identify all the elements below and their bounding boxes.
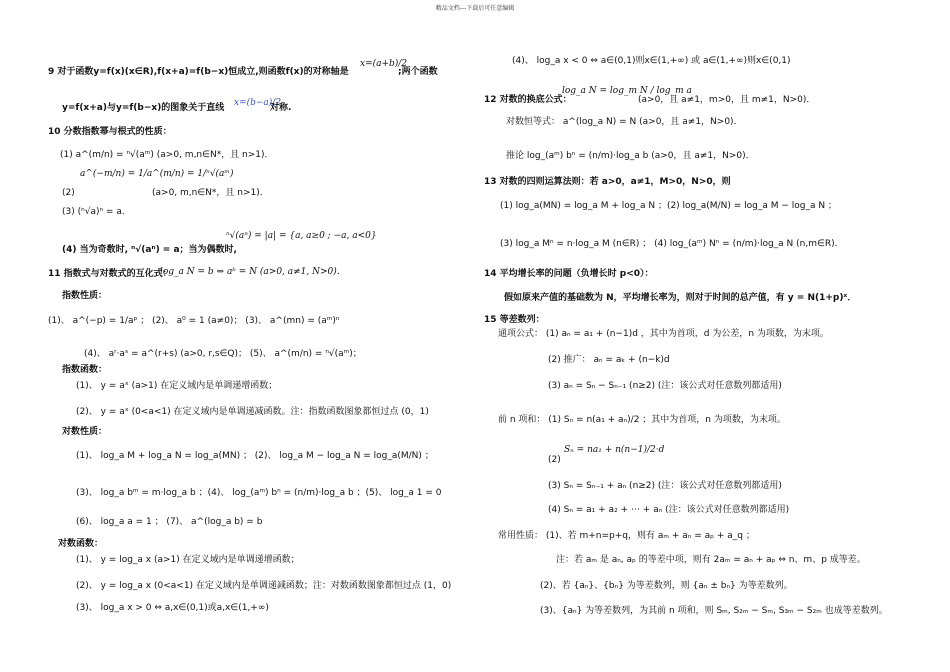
right-text-line-r24: (3)、{aₙ} 为等差数列，为其前 n 项和，则 Sₘ, S₂ₘ − Sₘ, S₃ₘ − S₂ₘ 也成等差数列。 bbox=[540, 606, 888, 616]
right-text-line-r17: Sₙ = na₁ + n(n−1)/2·d bbox=[564, 445, 665, 455]
left-text-line-l19: (4)、 aʳ·aˢ = a^(r+s) (a>0, r,s∈Q)； (5)、 a^(m/n) = ⁿ√(aᵐ)； bbox=[84, 349, 362, 359]
right-text-line-r16: 前 n 项和： (1) Sₙ = n(a₁ + aₙ)/2 ；其中为首项，n 为项数，为末项。 bbox=[498, 415, 786, 425]
right-text-line-r8: (1) log_a(MN) = log_a M + log_a N ；(2) log_a(M/N) = log_a M − log_a N ； bbox=[500, 201, 837, 211]
left-text-line-l9: a^(−m/n) = 1/a^(m/n) = 1/ⁿ√(aᵐ) bbox=[80, 169, 234, 179]
left-text-line-l28: (1)、 y = log_a x (a>1) 在定义域内是单调递增函数； bbox=[76, 555, 300, 565]
left-text-line-l12: (3) (ⁿ√a)ⁿ = a． bbox=[62, 207, 131, 217]
left-text-line-l11: (a>0, m,n∈N*，且 n>1)． bbox=[152, 188, 269, 198]
left-text-line-l25: (3)、 log_a bᵐ = m·log_a b ；(4)、 log_(aᵐ) bⁿ = (n/m)·log_a b ；(5)、 log_a 1 = 0 bbox=[76, 488, 442, 498]
left-text-line-l4: y=f(x+a)与y=f(b−x)的图象关于直线 bbox=[62, 103, 225, 113]
left-text-line-l21: (1)、 y = aˣ (a>1) 在定义域内是单调递增函数； bbox=[76, 381, 278, 391]
left-text-line-l26: (6)、 log_a a = 1 ； (7)、 a^(log_a b) = b bbox=[76, 517, 263, 527]
right-text-line-r1: (4)、 log_a x < 0 ⇔ a∈(0,1)则x∈(1,+∞) 或 a∈(1,+∞)则x∈(0,1) bbox=[512, 56, 791, 66]
left-text-line-l27: 对数函数： bbox=[58, 539, 104, 549]
right-text-line-r20: (4) Sₙ = a₁ + a₂ + ⋯ + aₙ (注：该公式对任意数列都适用) bbox=[548, 505, 790, 515]
left-text-line-l22: (2)、 y = aˣ (0<a<1) 在定义域内是单调递减函数。注：指数函数图象都恒过点 (0，1) bbox=[76, 407, 429, 417]
right-text-line-r23: (2)、若 {aₙ}、{bₙ} 为等差数列，则 {aₙ ± bₙ} 为等差数列。 bbox=[540, 581, 793, 591]
left-text-line-l17: 指数性质： bbox=[62, 291, 108, 301]
left-text-line-l20: 指数函数： bbox=[62, 365, 108, 375]
left-text-line-l23: 对数性质： bbox=[62, 427, 108, 437]
right-text-line-r13: 通项公式： (1) aₙ = a₁ + (n−1)d ，其中为首项，d 为公差，n 为项数，为末项。 bbox=[498, 329, 829, 339]
left-text-line-l10: (2) bbox=[62, 188, 75, 198]
left-text-line-l1: 9 对于函数y=f(x)(x∈R),f(x+a)=f(b−x)恒成立,则函数f(x)的对称轴是 bbox=[48, 67, 349, 77]
right-text-line-r7: 13 对数的四则运算法则：若 a>0，a≠1，M>0，N>0，则 bbox=[484, 177, 731, 187]
right-text-line-r5: 对数恒等式： a^(log_a N) = N (a>0，且 a≠1，N>0)． bbox=[506, 117, 743, 127]
right-text-line-r9: (3) log_a Mⁿ = n·log_a M (n∈R) ； (4) log_(aᵐ) Nⁿ = (n/m)·log_a N (n,m∈R)． bbox=[500, 239, 844, 249]
left-text-line-l30: (3)、 log_a x > 0 ⇔ a,x∈(0,1)或a,x∈(1,+∞) bbox=[76, 603, 269, 613]
right-text-line-r15: (3) aₙ = Sₙ − Sₙ₋₁ (n≥2) (注：该公式对任意数列都适用) bbox=[548, 381, 782, 391]
right-text-line-r21: 常用性质： (1)、若 m+n=p+q，则有 aₘ + aₙ = aₚ + a_q ； bbox=[498, 531, 755, 541]
left-text-line-l3: ;两个函数 bbox=[398, 67, 438, 77]
right-text-line-r12: 15 等差数列： bbox=[484, 315, 545, 325]
right-text-line-r19: (3) Sₙ = Sₙ₋₁ + aₙ (n≥2) (注：该公式对任意数列都适用) bbox=[548, 481, 782, 491]
right-text-line-r6: 推论 log_(aᵐ) bⁿ = (n/m)·log_a b (a>0，且 a≠1，N>0)． bbox=[506, 151, 755, 161]
left-text-line-l2: x=(a+b)/2 bbox=[360, 59, 408, 69]
right-text-line-r14: (2) 推广： aₙ = aₖ + (n−k)d bbox=[548, 355, 670, 365]
right-text-line-r2: log_a N = log_m N / log_m a bbox=[562, 86, 692, 96]
left-text-line-l7: 10 分数指数幂与根式的性质： bbox=[48, 127, 172, 137]
right-text-line-r4: (a>0，且 a≠1，m>0，且 m≠1，N>0)． bbox=[638, 95, 816, 105]
left-text-line-l18: (1)、 a^(−p) = 1/aᵖ ； (2)、 a⁰ = 1 (a≠0)； (3)、 a^(mn) = (aᵐ)ⁿ bbox=[48, 316, 340, 326]
right-text-line-r18: (2) bbox=[548, 455, 561, 465]
page-header: 精品文档---下载后可任意编辑 bbox=[435, 5, 515, 12]
left-text-line-l15: 11 指数式与对数式的互化式： bbox=[48, 269, 172, 279]
right-text-line-r10: 14 平均增长率的问题（负增长时 p<0）： bbox=[484, 269, 654, 279]
right-text-line-r3: 12 对数的换底公式： bbox=[484, 95, 572, 105]
left-text-line-l24: (1)、 log_a M + log_a N = log_a(MN) ； (2)、 log_a M − log_a N = log_a(M/N) ； bbox=[76, 451, 434, 461]
right-text-line-r11: 假如原来产值的基础数为 N，平均增长率为，则对于时间的总产值，有 y = N(1+p)ˣ． bbox=[504, 293, 857, 303]
left-text-line-l6: 对称. bbox=[270, 103, 292, 113]
left-text-line-l16: log_a N = b ⇔ aᵇ = N (a>0, a≠1, N>0)． bbox=[160, 267, 346, 277]
right-text-line-r22: 注：若 aₘ 是 aₙ, aₚ 的等差中项，则有 2aₘ = aₙ + aₚ ⇔ n、m、p 成等差。 bbox=[556, 555, 866, 565]
left-text-line-l29: (2)、 y = log_a x (0<a<1) 在定义域内是单调递减函数；注：对数函数图象都恒过点 (1，0) bbox=[76, 581, 452, 591]
left-text-line-l5: x=(b−a)/2 bbox=[234, 98, 282, 108]
left-text-line-l8: (1) a^(m/n) = ⁿ√(aᵐ) (a>0, m,n∈N*，且 n>1)． bbox=[60, 150, 274, 160]
left-text-line-l13: ⁿ√(aⁿ) = |a| = {a, a≥0 ; −a, a<0} bbox=[226, 231, 377, 241]
left-text-line-l14: (4) 当为奇数时, ⁿ√(aⁿ) = a；当为偶数时, bbox=[62, 245, 237, 255]
